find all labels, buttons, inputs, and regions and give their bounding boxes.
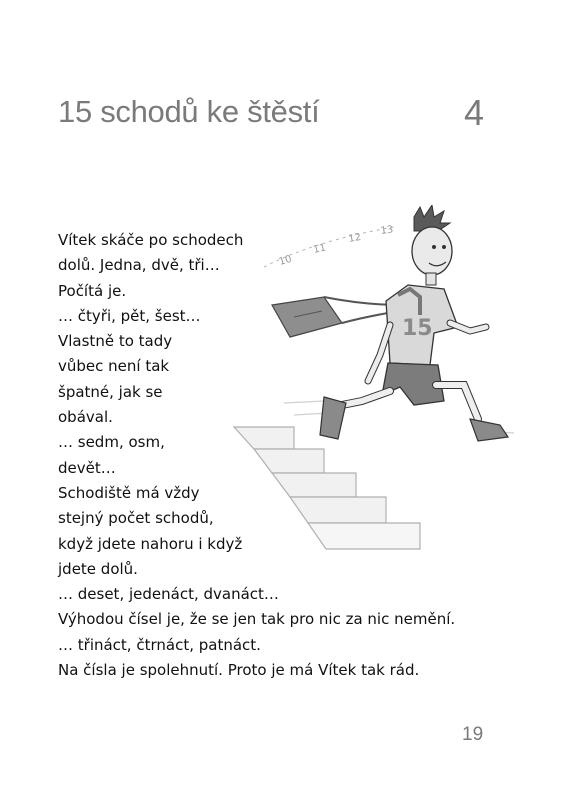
- text-line: Schodiště má vždy: [58, 483, 200, 502]
- text-line: Počítá je.: [58, 281, 127, 300]
- text-line: dolů. Jedna, dvě, tři…: [58, 256, 220, 275]
- text-line: stejný počet schodů,: [58, 509, 214, 528]
- chapter-title: 15 schodů ke štěstí: [58, 94, 320, 129]
- count-label: 13: [379, 224, 395, 237]
- text-line: Výhodou čísel je, že se jen tak pro nic za nic nemění.: [58, 610, 456, 629]
- text-line: … deset, jedenáct, dvanáct…: [58, 585, 279, 604]
- count-label: 11: [312, 242, 328, 256]
- text-line: Vlastně to tady: [58, 332, 173, 351]
- bag: [272, 297, 402, 337]
- text-line: … třináct, čtrnáct, patnáct.: [58, 635, 261, 654]
- count-label: 12: [347, 231, 363, 245]
- text-line: špatné, jak se: [58, 382, 163, 401]
- text-line: když jdete nahoru i když: [58, 534, 243, 553]
- text-line: devět…: [58, 458, 116, 477]
- counting-arc: [264, 224, 394, 268]
- text-line: … čtyři, pět, šest…: [58, 306, 201, 325]
- page-number: 19: [462, 724, 484, 745]
- text-line: jdete dolů.: [58, 559, 138, 578]
- text-line: … sedm, osm,: [58, 433, 165, 452]
- text-line: Vítek skáče po schodech: [58, 231, 244, 249]
- text-line: Na čísla je spolehnutí. Proto je má Vítek tak rád.: [58, 661, 420, 680]
- shirt-number: 15: [402, 316, 433, 341]
- count-label: 10: [277, 253, 294, 268]
- running-boy-illustration: [224, 205, 524, 565]
- text-line: vůbec není tak: [58, 357, 170, 376]
- boy-head: [412, 205, 452, 285]
- chapter-number: 4: [464, 92, 485, 133]
- text-line: obával.: [58, 408, 113, 427]
- stairs: [234, 427, 420, 549]
- boy-legs: [320, 363, 508, 441]
